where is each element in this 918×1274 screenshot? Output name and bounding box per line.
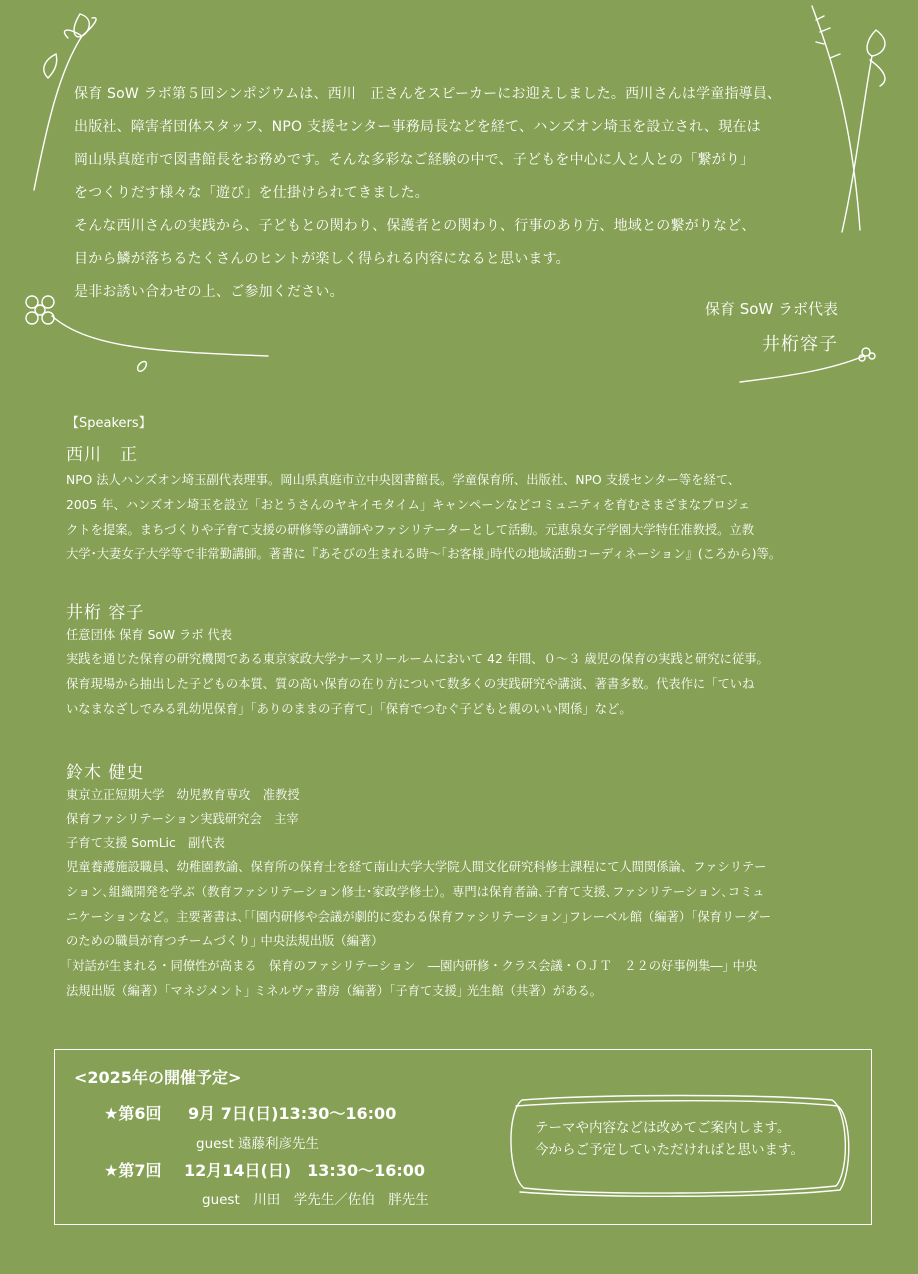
speaker-name: 井桁 容子 bbox=[66, 603, 145, 623]
event-7-guest: guest 川田 学先生／佐伯 胖先生 bbox=[202, 1192, 429, 1208]
event-6-label: ★第6回 bbox=[104, 1104, 162, 1123]
speaker-bio-line: 児童養護施設職員、幼稚園教諭、保育所の保育士を経て南山大学大学院人間文化研究科修士課程にて人間関係論、ファシリテー bbox=[66, 860, 767, 874]
speaker-bio-line: のための職員が育つチームづくり｣ 中央法規出版（編著） bbox=[66, 934, 384, 949]
speaker-igeta bbox=[66, 598, 872, 721]
speaker-name: 鈴木 健史 bbox=[66, 763, 145, 783]
speaker-nishikawa bbox=[66, 440, 872, 567]
speaker-bio-line: 2005 年、ハンズオン埼玉を設立「おとうさんのヤキイモタイム」キャンペーンなどコミュニティを育むさまざまなプロジェ bbox=[66, 497, 751, 512]
signature-organization: 保育 SoW ラボ代表 bbox=[704, 300, 838, 318]
intro-line: 目から鱗が落ちるたくさんのヒントが楽しく得られる内容になると思います。 bbox=[74, 251, 570, 267]
signature-name: 井桁容子 bbox=[762, 334, 838, 355]
intro-line: 保育 SoW ラボ第５回シンポジウムは、西川 正さんをスピーカーにお迎えしました。西川さんは学童指導員、 bbox=[74, 86, 782, 102]
schedule-title: <2025年の開催予定> bbox=[74, 1068, 242, 1087]
speaker-name: 西川 正 bbox=[66, 445, 138, 465]
speakers-heading: 【Speakers】 bbox=[66, 416, 152, 431]
intro-line: をつくりだす様々な「遊び」を仕掛けられてきました。 bbox=[74, 185, 429, 201]
speaker-bio-line: クトを提案。まちづくりや子育て支援の研修等の講師やファシリテーターとして活動。元恵泉女子学園大学特任准教授。立教 bbox=[66, 522, 755, 537]
speaker-affiliation: 保育ファシリテーション実践研究会 主宰 bbox=[66, 812, 299, 826]
speaker-bio-line: NPO 法人ハンズオン埼玉副代表理事。岡山県真庭市立中央図書館長。学童保育所、出版社、NPO 支援センター等を経て、 bbox=[66, 473, 741, 487]
speaker-affiliation: 任意団体 保育 SoW ラボ 代表 bbox=[66, 628, 233, 642]
speaker-bio-line: 大学･大妻女子大学等で非常勤講師。著書に『あそびの生まれる時～｢お客様｣時代の地域活動コーディネーション』(ころから)等。 bbox=[66, 547, 782, 562]
speaker-bio-line: 保育現場から抽出した子どもの本質、質の高い保育の在り方について数多くの実践研究や講演、著書多数。代表作に「ていね bbox=[66, 676, 755, 691]
note-line: 今からご予定していただければと思います。 bbox=[535, 1142, 804, 1158]
speaker-bio-line: ｢対話が生まれる・同僚性が高まる 保育のファシリテーション ―園内研修・クラス会議・ＯＪＴ ２２の好事例集―｣ 中央 bbox=[66, 959, 758, 974]
speaker-bio-line: 法規出版（編著）｢マネジメント｣ ミネルヴァ書房（編著）｢子育て支援｣ 光生館（共著）がある。 bbox=[66, 983, 603, 998]
speaker-suzuki bbox=[66, 758, 872, 1004]
intro-line: 岡山県真庭市で図書館長をお務めです。そんな多彩なご経験の中で、子どもを中心に人と人との「繋がり」 bbox=[74, 152, 755, 168]
speaker-bio-line: ション､組織開発を学ぶ（教育ファシリテーション修士･家政学修士）。専門は保育者論､子育て支援､ファシリテーション､コミュ bbox=[66, 884, 765, 899]
event-7-datetime: 12月14日(日) 13:30～16:00 bbox=[184, 1161, 426, 1180]
schedule-note bbox=[535, 1117, 804, 1161]
speaker-affiliation: 子育て支援 SomLic 副代表 bbox=[66, 836, 225, 850]
event-6-guest: guest 遠藤利彦先生 bbox=[196, 1136, 320, 1152]
intro-line: そんな西川さんの実践から、子どもとの関わり、保護者との関わり、行事のあり方、地域との繋がりなど、 bbox=[74, 218, 756, 234]
speaker-bio-line: ニケーションなど。主要著書は､｢｢園内研修や会議が劇的に変わる保育ファシリテーション｣フレーベル館（編著）｢保育リーダー bbox=[66, 909, 772, 924]
intro-line: 出版社、障害者団体スタッフ、NPO 支援センター事務局長などを経て、ハンズオン埼玉を設立され、現在は bbox=[74, 119, 761, 135]
note-line: テーマや内容などは改めてご案内します。 bbox=[535, 1120, 791, 1136]
speaker-bio-line: いなまなざしでみる乳幼児保育」「ありのままの子育て」「保育でつむぐ子どもと親のいい関係」など。 bbox=[66, 701, 632, 716]
speaker-affiliation: 東京立正短期大学 幼児教育専攻 准教授 bbox=[66, 788, 300, 802]
event-7-label: ★第7回 bbox=[104, 1161, 162, 1180]
intro-line: 是非お誘い合わせの上、ご参加ください。 bbox=[74, 284, 344, 300]
speaker-bio-line: 実践を通じた保育の研究機関である東京家政大学ナースリールームにおいて 42 年間、０～３ 歳児の保育の実践と研究に従事。 bbox=[66, 652, 769, 666]
intro-paragraph bbox=[74, 78, 864, 309]
event-6-datetime: 9月 7日(日)13:30～16:00 bbox=[188, 1104, 397, 1123]
